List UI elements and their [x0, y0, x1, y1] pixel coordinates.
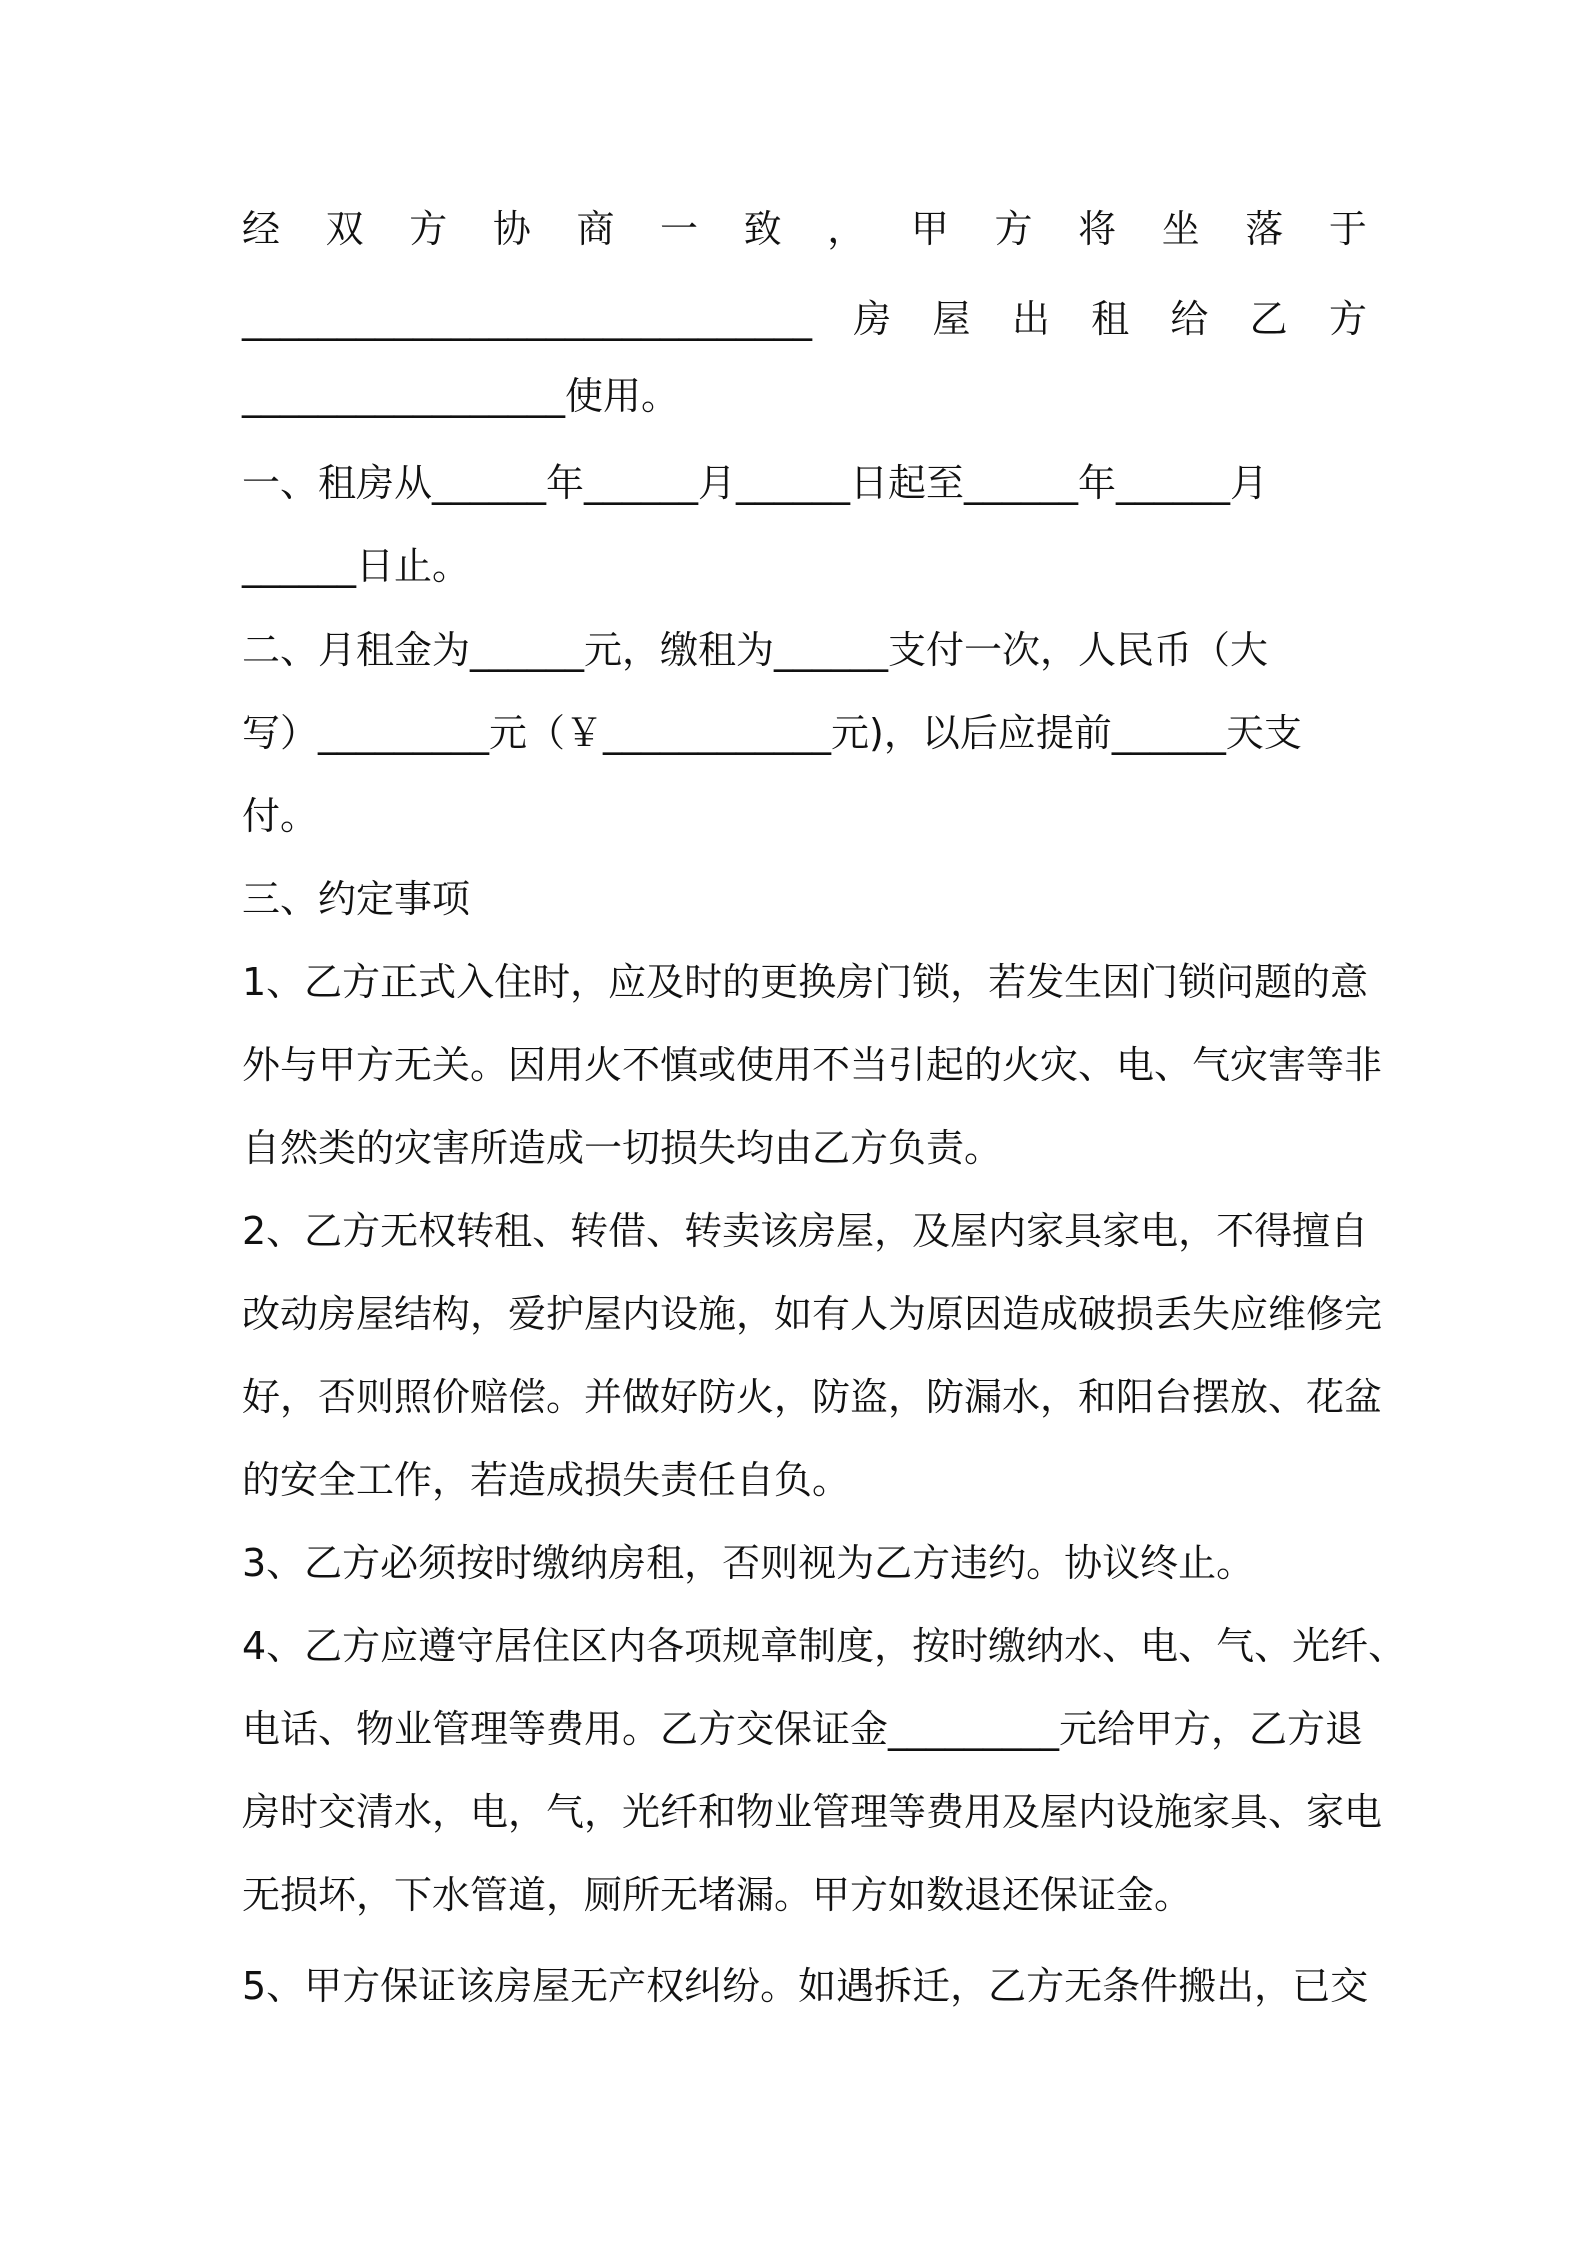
paragraph-line-5: ______日止。 [242, 544, 471, 588]
char: 方 [1328, 297, 1367, 341]
address-blank: ______________________________ [242, 297, 812, 341]
char: 房 [853, 297, 892, 341]
paragraph-line-12: 自然类的灾害所造成一切损失均由乙方负责。 [242, 1126, 1003, 1170]
char: 商 [576, 207, 615, 251]
char: 经 [242, 207, 281, 251]
paragraph-line-1 [242, 199, 1367, 259]
paragraph-line-7: 写）_________元（￥____________元)，以后应提前______天支 [242, 711, 1302, 755]
paragraph-line-6: 二、月租金为______元，缴租为______支付一次，人民币（大 [242, 628, 1269, 672]
paragraph-line-19: 电话、物业管理等费用。乙方交保证金_________元给甲方，乙方退 [242, 1707, 1364, 1751]
char: 租 [1091, 297, 1130, 341]
char: 一 [660, 207, 699, 251]
paragraph-line-15: 好，否则照价赔偿。并做好防火，防盗，防漏水，和阳台摆放、花盆 [242, 1375, 1383, 1419]
paragraph-line-14: 改动房屋结构，爱护屋内设施，如有人为原因造成破损丢失应维修完 [242, 1292, 1383, 1336]
char: 出 [1011, 297, 1050, 341]
paragraph-line-2 [242, 289, 1367, 349]
section-heading: 三、约定事项 [242, 877, 471, 921]
char: 坐 [1161, 207, 1200, 251]
char: 给 [1170, 297, 1209, 341]
char: 于 [1328, 207, 1367, 251]
char: 协 [492, 207, 531, 251]
char: 双 [325, 207, 364, 251]
char: 乙 [1249, 297, 1288, 341]
paragraph-line-4: 一、租房从______年______月______日起至______年______月 [242, 461, 1269, 505]
char: 屋 [932, 297, 971, 341]
char: 将 [1078, 207, 1117, 251]
char: 甲 [910, 207, 949, 251]
paragraph-line-18: 4、乙方应遵守居住区内各项规章制度，按时缴纳水、电、气、光纤、 [242, 1624, 1407, 1668]
paragraph-line-21: 无损坏，下水管道，厕所无堵漏。甲方如数退还保证金。 [242, 1873, 1193, 1917]
paragraph-line-11: 外与甲方无关。因用火不慎或使用不当引起的火灾、电、气灾害等非 [242, 1043, 1383, 1087]
char: 方 [409, 207, 448, 251]
char: ， [827, 207, 866, 251]
paragraph-line-22: 5、甲方保证该房屋无产权纠纷。如遇拆迁，乙方无条件搬出，已交 [242, 1964, 1369, 2008]
paragraph-line-20: 房时交清水，电，气，光纤和物业管理等费用及屋内设施家具、家电 [242, 1790, 1383, 1834]
char: 方 [994, 207, 1033, 251]
paragraph-line-13: 2、乙方无权转租、转借、转卖该房屋，及屋内家具家电，不得擅自 [242, 1209, 1369, 1253]
char: 落 [1245, 207, 1284, 251]
paragraph-line-16: 的安全工作，若造成损失责任自负。 [242, 1458, 851, 1502]
paragraph-line-8: 付。 [242, 794, 319, 838]
paragraph-line-17: 3、乙方必须按时缴纳房租，否则视为乙方违约。协议终止。 [242, 1541, 1255, 1585]
paragraph-line-10: 1、乙方正式入住时，应及时的更换房门锁，若发生因门锁问题的意 [242, 960, 1369, 1004]
char: 致 [743, 207, 782, 251]
paragraph-line-3: _________________使用。 [242, 374, 680, 418]
